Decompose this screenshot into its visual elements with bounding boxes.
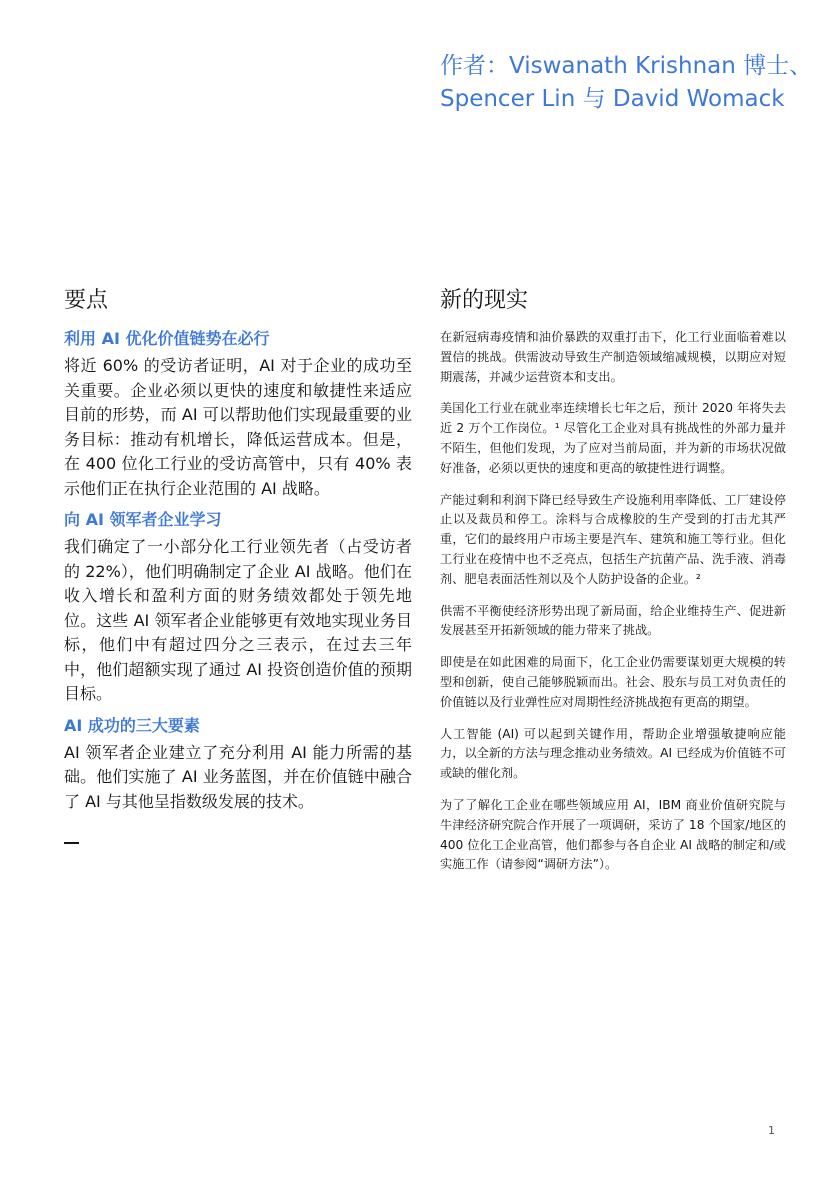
authors-line-1: 作者：Viswanath Krishnan 博士、	[440, 53, 813, 79]
key-point-heading-3: AI 成功的三大要素	[64, 715, 200, 735]
key-point-body-2: 我们确定了一小部分化工行业领先者（占受访者的 22%），他们明确制定了企业 AI 战略。他们在收入增长和盈利方面的财务绩效都处于领先地位。这些 AI 领军者企业能够更有效地实现业务目标，他们中有超过四分之三表示，在过去三年中，他们超额实现了通过 AI 投资创造价值的预期目标。	[64, 537, 412, 703]
new-reality-paragraph-6: 人工智能 (AI) 可以起到关键作用，帮助企业增强敏捷响应能力，以全新的方法与理念推动业务绩效。AI 已经成为价值链不可或缺的催化剂。	[440, 726, 786, 781]
section-divider-dash	[64, 842, 79, 844]
new-reality-paragraph-7: 为了了解化工企业在哪些领域应用 AI，IBM 商业价值研究院与牛津经济研究院合作开展了一项调研，采访了 18 个国家/地区的 400 位化工企业高管，他们都参与各自企业 AI 战略的制定和/或实施工作（请参阅“调研方法”）。	[440, 797, 786, 872]
key-point-heading-1: 利用 AI 优化价值链势在必行	[64, 329, 270, 348]
key-points-title: 要点	[64, 288, 109, 313]
page-number: 1	[768, 1124, 775, 1137]
key-point-heading-2: 向 AI 领军者企业学习	[64, 510, 222, 529]
new-reality-paragraph-5: 即使是在如此困难的局面下，化工企业仍需要谋划更大规模的转型和创新，使自己能够脱颖而出。社会、股东与员工对负责任的价值链以及行业弹性应对周期性经济挑战抱有更高的期望。	[440, 655, 786, 709]
new-reality-paragraph-4: 供需不平衡使经济形势出现了新局面，给企业维持生产、促进新发展甚至开拓新领域的能力带来了挑战。	[440, 603, 786, 638]
authors-line-2: Spencer Lin 与 David Womack	[440, 86, 785, 112]
new-reality-column	[440, 286, 786, 887]
authors-block	[440, 50, 820, 116]
new-reality-paragraph-2: 美国化工行业在就业率连续增长七年之后，预计 2020 年将失去近 2 万个工作岗位。¹ 尽管化工企业对具有挑战性的外部力量并不陌生，但他们发现，为了应对当前局面，并为新的市场状况做好准备，必须以更快的速度和更高的敏捷性进行调整。	[440, 401, 786, 475]
key-point-body-1: 将近 60% 的受访者证明，AI 对于企业的成功至关重要。企业必须以更快的速度和敏捷性来适应目前的形势，而 AI 可以帮助他们实现最重要的业务目标：推动有机增长，降低运营成本。但是，在 400 位化工行业的受访高管中，只有 40% 表示他们正在执行企业范围的 AI 战略。	[64, 356, 412, 498]
new-reality-paragraph-3: 产能过剩和利润下降已经导致生产设施利用率降低、工厂建设停止以及裁员和停工。涂料与合成橡胶的生产受到的打击尤其严重，它们的最终用户市场主要是汽车、建筑和施工等行业。但化工行业在疫情中也不乏亮点，包括生产抗菌产品、洗手液、消毒剂、肥皂表面活性剂以及个人防护设备的企业。²	[440, 492, 786, 586]
key-points-column	[64, 286, 412, 844]
key-point-body-3: AI 领军者企业建立了充分利用 AI 能力所需的基础。他们实施了 AI 业务蓝图，并在价值链中融合了 AI 与其他呈指数级发展的技术。	[64, 742, 412, 811]
new-reality-paragraph-1: 在新冠病毒疫情和油价暴跌的双重打击下，化工行业面临着难以置信的挑战。供需波动导致生产制造领域缩减规模，以期应对短期震荡，并减少运营资本和支出。	[440, 330, 786, 384]
new-reality-title: 新的现实	[440, 288, 529, 313]
